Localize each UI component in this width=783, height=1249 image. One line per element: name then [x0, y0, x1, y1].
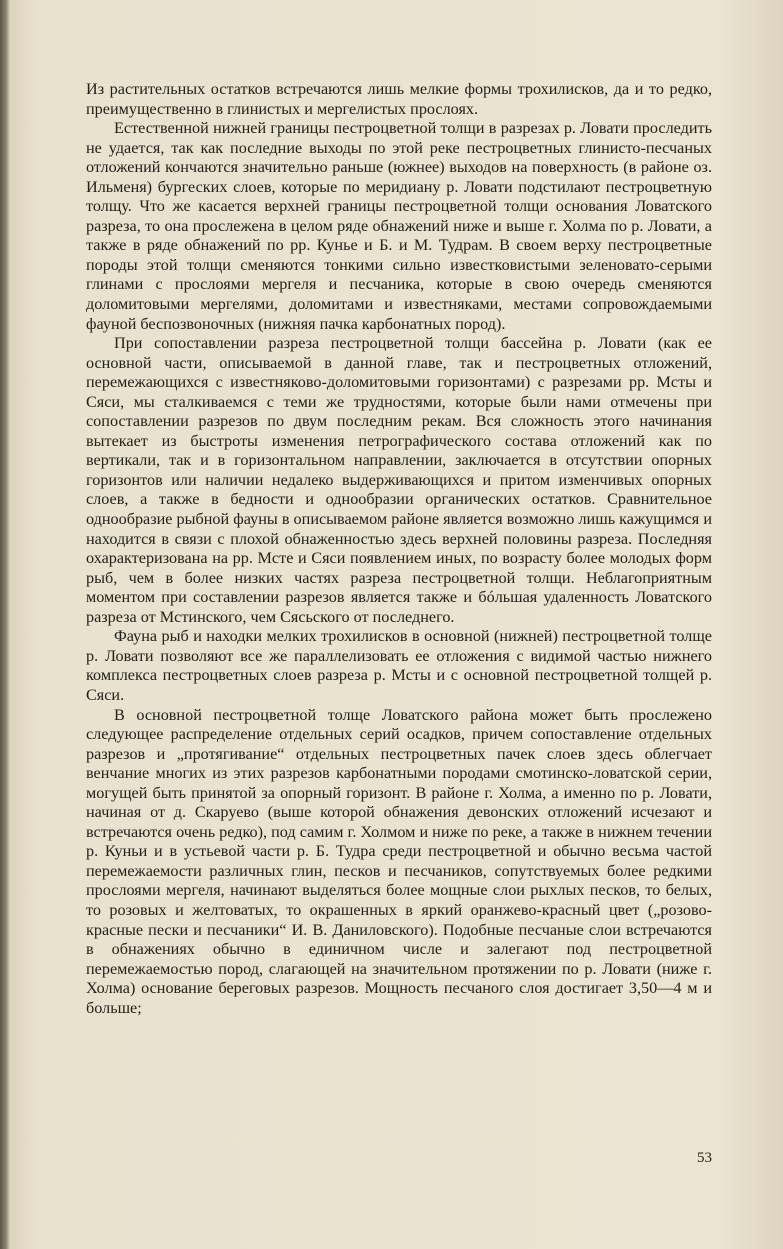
- body-text: [86, 80, 712, 1018]
- paragraph-1: Из растительных остатков встречаются лишь мелкие формы трохилисков, да и то редко, преимущественно в глинистых и мергелистых прослоях.: [86, 80, 712, 118]
- book-spine-shadow: [0, 0, 10, 1249]
- paragraph-5: В основной пестроцветной толще Ловатского района может быть прослежено следующее распределение отдельных серий осадков, причем сопоставление отдельных разрезов и „протягивание“ отдельных пестроцветных пачек слоев здесь облегчает венчание многих из этих разрезов карбонатными породами смотинско-ловатской серии, могущей быть принятой за опорный горизонт. В районе г. Холма, а именно по р. Ловати, начиная от д. Скаруево (выше которой обнажения девонских отложений исчезают и встречаются очень редко), под самим г. Холмом и ниже по реке, а также в нижнем течении р. Куньи и в устьевой части р. Б. Тудра среди пестроцветной и обычно весьма частой перемежаемости различных глин, песков и песчаников, сопутствуемых более редкими прослоями мергеля, начинают выделяться более мощные слои рыхлых песков, то белых, то розовых и желтоватых, то окрашенных в яркий оранжево-красный цвет („розово-красные пески и песчаники“ И. В. Даниловского). Подобные песчаные слои встречаются в обнажениях обычно в единичном числе и залегают под пестроцветной перемежаемостью пород, слагающей на значительном протяжении по р. Ловати (ниже г. Холма) основание береговых разрезов. Мощность песчаного слоя достигает 3,50—4 м и больше;: [86, 705, 712, 1017]
- paragraph-4: Фауна рыб и находки мелких трохилисков в основной (нижней) пестроцветной толще р. Ловати позволяют все же параллелизовать ее отложения с видимой частью нижнего комплекса пестроцветных слоев разреза р. Мсты и с основной пестроцветной толщей р. Сяси.: [86, 627, 712, 704]
- page-number: 53: [697, 1150, 712, 1166]
- paragraph-2: Естественной нижней границы пестроцветной толщи в разрезах р. Ловати проследить не удается, так как последние выходы по этой реке пестроцветных глинисто-песчаных отложений кончаются значительно раньше (южнее) выходов на поверхность (в районе оз. Ильменя) бургеских слоев, которые по меридиану р. Ловати подстилают пестроцветную толщу. Что же касается верхней границы пестроцветной толщи основания Ловатского разреза, то она прослежена в целом ряде обнажений ниже и выше г. Холма по р. Ловати, а также в ряде обнажений по рр. Кунье и Б. и М. Тудрам. В своем верху пестроцветные породы этой толщи сменяются тонкими сильно известковистыми зеленовато-серыми глинами с прослоями мергеля и песчаника, которые в свою очередь сменяются доломитовыми мергелями, доломитами и известняками, местами сопровождаемыми фауной беспозвоночных (нижняя пачка карбонатных пород).: [86, 119, 712, 333]
- paragraph-3: При сопоставлении разреза пестроцветной толщи бассейна р. Ловати (как ее основной части, описываемой в данной главе, так и пестроцветных отложений, перемежающихся с известняково-доломитовыми горизонтами) с разрезами рр. Мсты и Сяси, мы сталкиваемся с теми же трудностями, которые были нами отмечены при сопоставлении разрезов по двум последним рекам. Вся сложность этого начинания вытекает из быстроты изменения петрографического состава отложений как по вертикали, так и в горизонтальном направлении, заключается в отсутствии опорных горизонтов или наличии недалеко выдерживающихся и притом изменчивых опорных слоев, а также в бедности и однообразии органических остатков. Сравнительное однообразие рыбной фауны в описываемом районе является возможно лишь кажущимся и находится в связи с плохой обнаженностью здесь верхней половины разреза. Последняя охарактеризована на рр. Мсте и Сяси появлением иных, по возрасту более молодых форм рыб, чем в более низких частях разреза пестроцветной толщи. Неблагоприятным моментом при составлении разрезов является также и бóльшая удаленность Ловатского разреза от Мстинского, чем Сясьского от последнего.: [86, 334, 712, 626]
